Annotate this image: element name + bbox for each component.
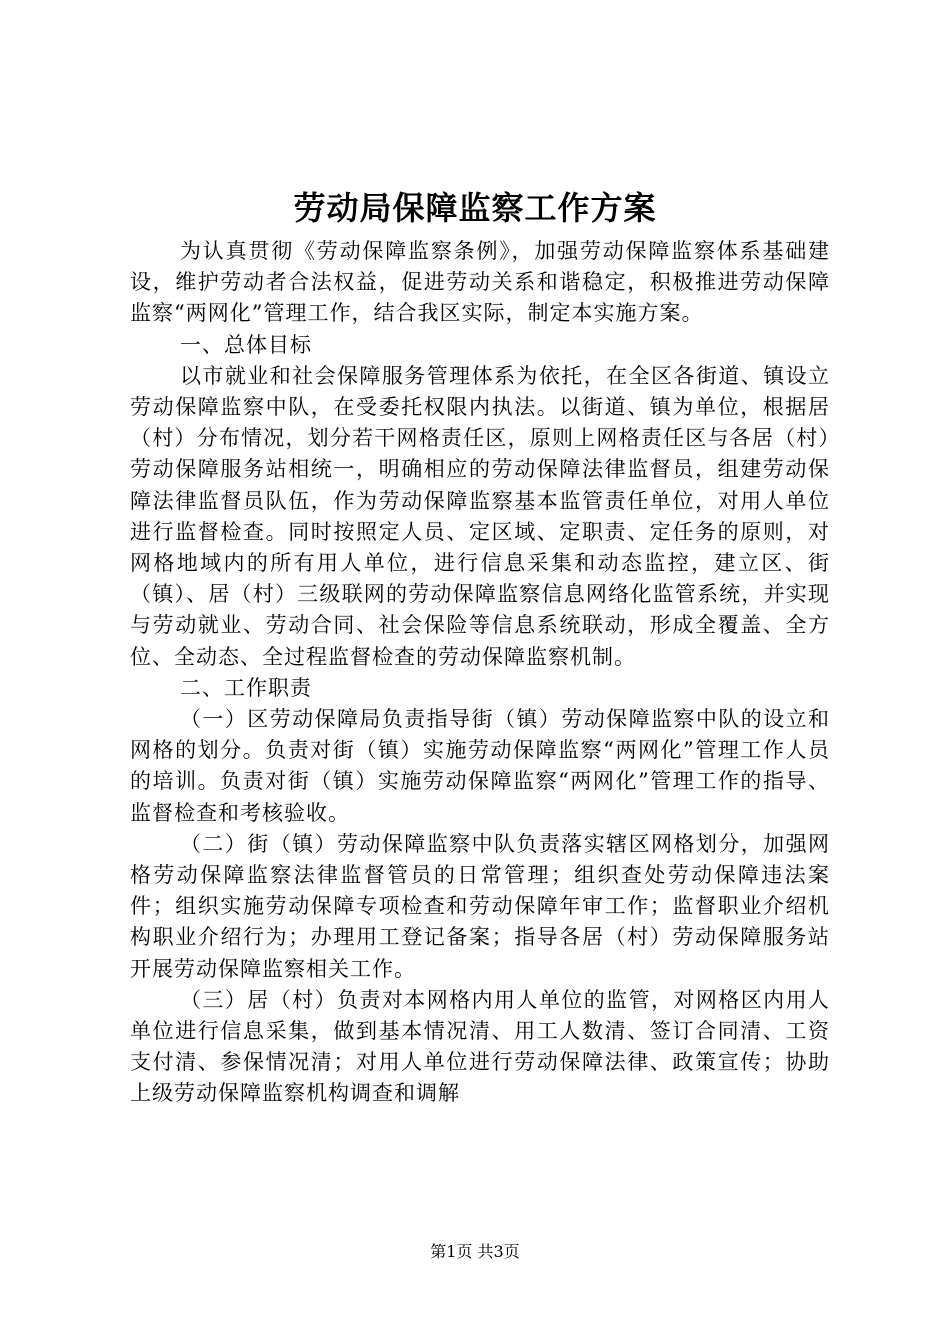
document-body [130, 236, 830, 1110]
intro-paragraph: 为认真贯彻《劳动保障监察条例》，加强劳动保障监察体系基础建设，维护劳动者合法权益，促进劳动关系和谐稳定，积极推进劳动保障监察“两网化”管理工作，结合我区实际，制定本实施方案。 [130, 239, 830, 326]
page-number-footer: 第1页 共3页 [430, 1242, 520, 1261]
overall-goal-paragraph: 以市就业和社会保障服务管理体系为依托，在全区各街道、镇设立劳动保障监察中队，在受委托权限内执法。以街道、镇为单位，根据居（村）分布情况，划分若干网格责任区，原则上网格责任区与各居（村）劳动保障服务站相统一，明确相应的劳动保障法律监督员，组建劳动保障法律监督员队伍，作为劳动保障监察基本监管责任单位，对用人单位进行监督检查。同时按照定人员、定区域、定职责、定任务的原则，对网格地域内的所有用人单位，进行信息采集和动态监控，建立区、街（镇）、居（村）三级联网的劳动保障监察信息网络化监管系统，并实现与劳动就业、劳动合同、社会保险等信息系统联动，形成全覆盖、全方位、全动态、全过程监督检查的劳动保障监察机制。 [130, 363, 830, 669]
duty-paragraph-2: （二）街（镇）劳动保障监察中队负责落实辖区网格划分，加强网格劳动保障监察法律监督管员的日常管理；组织查处劳动保障违法案件；组织实施劳动保障专项检查和劳动保障年审工作；监督职业介绍机构职业介绍行为；办理用工登记备案；指导各居（村）劳动保障服务站开展劳动保障监察相关工作。 [130, 831, 830, 981]
section-heading-overall-goal: 一、总体目标 [180, 332, 312, 357]
duty-paragraph-3: （三）居（村）负责对本网格内用人单位的监管，对网格区内用人单位进行信息采集，做到基本情况清、用工人数清、签订合同清、工资支付清、参保情况清；对用人单位进行劳动保障法律、政策宣传；协助上级劳动保障监察机构调查和调解 [130, 987, 830, 1106]
section-heading-duties: 二、工作职责 [180, 675, 312, 700]
document-title: 劳动局保障监察工作方案 [293, 189, 657, 227]
duty-paragraph-1: （一）区劳动保障局负责指导街（镇）劳动保障监察中队的设立和网格的划分。负责对街（镇）实施劳动保障监察“两网化”管理工作人员的培训。负责对街（镇）实施劳动保障监察“两网化”管理工作的指导、监督检查和考核验收。 [130, 707, 830, 825]
